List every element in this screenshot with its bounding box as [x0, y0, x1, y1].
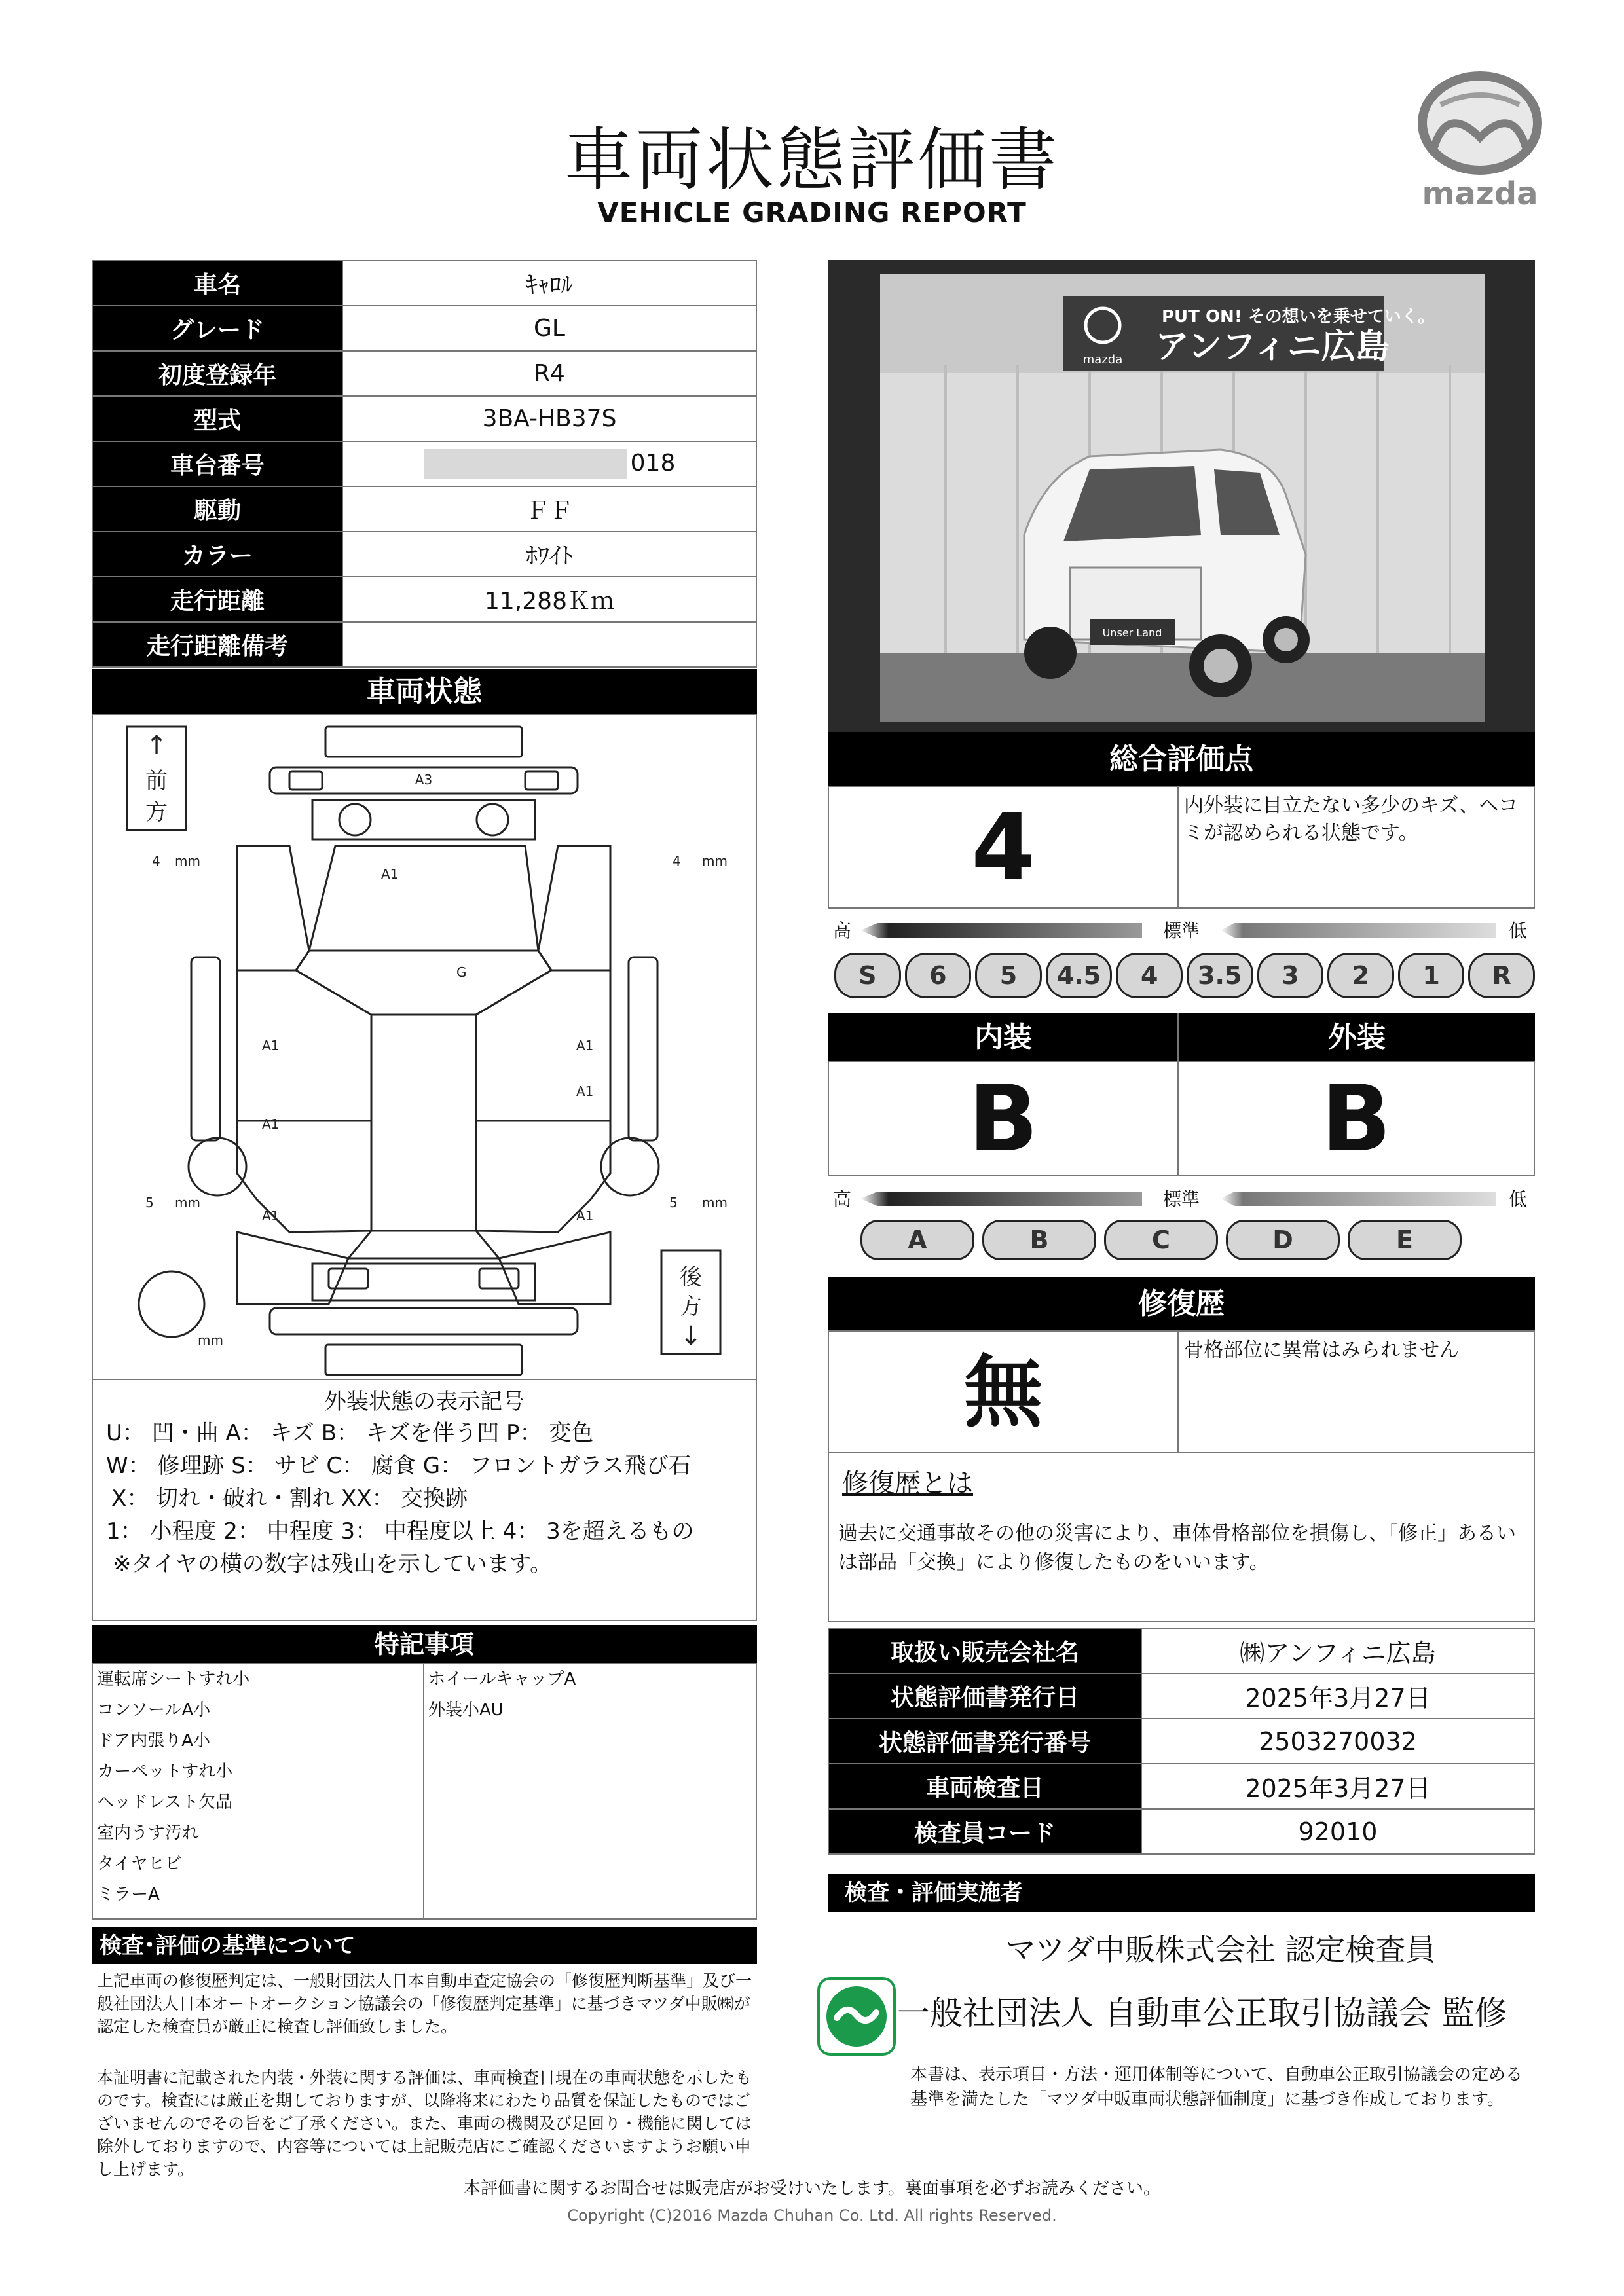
scale-standard-label: 標準	[1163, 920, 1200, 941]
spec-value: 11,288Ｋｍ	[342, 577, 756, 622]
spare-tire	[139, 1271, 204, 1337]
rear-bumper	[270, 1308, 578, 1334]
note-item: 室内うす汚れ	[97, 1823, 200, 1843]
criteria-paragraph-1: 上記車両の修復歴判定は、一般財団法人日本自動車査定協会の「修復歴判断基準」及び一般社団法人日本オートオークション協議会の「修復歴判定基準」に基づきマツダ中販㈱が認定した検査員が厳正に検査し評価致しました。	[97, 1971, 752, 2036]
inspector-company: マツダ中販株式会社 認定検査員	[1005, 1932, 1436, 1967]
tire-fl-depth: 4	[152, 853, 160, 869]
roof	[371, 1015, 476, 1231]
note-item: ドア内張りA小	[97, 1731, 211, 1751]
note-item: タイヤヒビ	[97, 1854, 182, 1874]
front-lamp-left	[339, 804, 371, 835]
scale-gradient-right	[1221, 923, 1496, 938]
mark-windshield: G	[456, 964, 467, 980]
condition-header: 車両状態	[92, 669, 757, 715]
page-title: 車両状態評価書	[564, 120, 1060, 200]
spec-value: 3BA-HB37S	[342, 396, 756, 441]
redaction-block	[424, 449, 627, 479]
spec-table	[92, 260, 757, 668]
photo-frame	[828, 260, 1535, 733]
rear-arrow: ↓	[680, 1321, 702, 1351]
sign-dealer: アンフィニ広島	[1155, 327, 1390, 367]
left-front-door	[237, 970, 371, 1121]
spec-label: カラー	[92, 532, 342, 577]
left-front-fender	[237, 846, 309, 970]
rear-light-left	[329, 1269, 368, 1288]
chassis-suffix: 018	[630, 449, 676, 477]
spare-tire-unit: mm	[198, 1332, 223, 1348]
hood-top	[296, 951, 551, 1015]
spec-label: 走行距離	[92, 577, 342, 622]
spec-value: ＦＦ	[342, 486, 756, 532]
spec-label: 車名	[92, 261, 342, 306]
tire-rr-depth: 5	[669, 1195, 678, 1211]
spec-row-drive	[92, 486, 756, 532]
notes-left-col	[92, 1663, 424, 1920]
rear-window	[348, 1231, 499, 1258]
condition-diagram-box	[92, 714, 757, 1380]
tire-rr-unit: mm	[702, 1195, 728, 1211]
spec-label: 走行距離備考	[92, 622, 342, 667]
info-row	[828, 1628, 1534, 1673]
mark-front-bumper: A3	[415, 772, 433, 788]
rear-label-1: 後	[680, 1264, 702, 1290]
notes-right-col	[423, 1663, 757, 1920]
mark-right-front: A1	[576, 1038, 594, 1053]
fair-trade-seal	[817, 1977, 896, 2056]
criteria-paragraph-2: 本証明書に記載された内装・外装に関する評価は、車両検査日現在の車両状態を示したものです。検査には厳正を期しておりますが、以降将来にわたり品質を保証したものではございませんのでその旨をご了承ください。また、車両の機関及び足回り・機能に関しては除外しておりますので、内容等については上記販売店にご確認くださいますようお願い申し上げます。	[97, 2068, 752, 2179]
spec-row-first-registration	[92, 351, 756, 396]
spec-row-mileage-note	[92, 622, 756, 667]
repair-about-text: 過去に交通事故その他の災害により、車体骨格部位を損傷し、「修正」あるいは部品「交換」により修復したものをいいます。	[838, 1522, 1516, 1574]
front-bumper-top	[325, 727, 522, 757]
note-item: ヘッドレスト欠品	[97, 1793, 233, 1812]
grade-pill: C	[1104, 1220, 1218, 1260]
note-item: ホイールキャップA	[428, 1669, 576, 1689]
info-row	[828, 1719, 1534, 1764]
sign-brand: mazda	[1082, 353, 1123, 367]
footer-copyright: Copyright (C)2016 Mazda Chuhan Co. Ltd. All rights Reserved.	[567, 2206, 1057, 2225]
overall-score: 4	[828, 786, 1179, 909]
legend-line-4: 1： 小程度 2： 中程度 3： 中程度以上 4： 3を超えるもの	[106, 1518, 694, 1544]
front-label-1: 前	[145, 768, 168, 794]
mazda-wordmark: mazda	[1422, 175, 1538, 212]
page-subtitle: VEHICLE GRADING REPORT	[597, 196, 1027, 228]
right-rocker	[629, 957, 657, 1140]
scale-pill: 5	[975, 953, 1042, 998]
scale-high-label: 高	[833, 920, 852, 941]
spec-value	[342, 622, 756, 667]
spec-value: GL	[342, 306, 756, 351]
info-value: 92010	[1141, 1809, 1534, 1854]
grade-gradient-left	[860, 1192, 1142, 1206]
scale-pill: 2	[1327, 953, 1394, 998]
grade-scale-high: 高	[833, 1188, 852, 1210]
front-light-left	[289, 771, 322, 790]
footer-notice: 本評価書に関するお問合せは販売店がお受けいたします。裏面事項を必ずお読みください。	[464, 2179, 1160, 2198]
overall-description: 内外装に目立たない多少のキズ、ヘコミが認められる状態です。	[1177, 786, 1535, 909]
overall-scale	[828, 917, 1535, 1008]
inspector-note: 本書は、表示項目・方法・運用体制等について、自動車公正取引協議会の定める基準を満たした「マツダ中販車両状態評価制度」に基づき作成しております。	[910, 2065, 1522, 2109]
spec-label: グレード	[92, 306, 342, 351]
tire-fl-unit: mm	[175, 853, 200, 869]
scale-low-label: 低	[1509, 920, 1528, 941]
spec-label: 駆動	[92, 486, 342, 532]
info-label: 車両検査日	[828, 1764, 1141, 1809]
interior-header: 内装	[828, 1013, 1179, 1062]
note-item: 外装小AU	[428, 1700, 504, 1720]
criteria-header: 検査･評価の基準について	[92, 1927, 757, 1964]
info-value: ㈱アンフィニ広島	[1141, 1628, 1534, 1673]
front-label-2: 方	[145, 799, 168, 826]
spec-value: ｷｬﾛﾙ	[342, 261, 756, 306]
legend-title: 外装状態の表示記号	[324, 1389, 525, 1415]
grade-gradient-right	[1221, 1192, 1496, 1206]
note-item: 運転席シートすれ小	[97, 1669, 250, 1689]
grade-pill: D	[1226, 1220, 1340, 1260]
note-item: コンソールA小	[97, 1700, 211, 1720]
left-rocker	[191, 957, 220, 1140]
spec-row-model	[92, 396, 756, 441]
spec-row-grade	[92, 306, 756, 351]
note-item: カーペットすれ小	[97, 1762, 233, 1781]
exterior-grade: B	[1177, 1061, 1535, 1176]
license-plate-text: Unser Land	[1102, 627, 1162, 639]
tire-rl-unit: mm	[175, 1195, 200, 1211]
info-row	[828, 1673, 1534, 1719]
mark-left-middle: A1	[262, 1116, 280, 1132]
car-diagram	[93, 715, 756, 1379]
grade-pills	[860, 1219, 1515, 1261]
info-row	[828, 1809, 1534, 1854]
left-rear-door	[237, 1121, 371, 1232]
front-arrow: ↑	[145, 731, 168, 761]
mark-left-front: A1	[262, 1038, 280, 1053]
spec-row-color	[92, 532, 756, 577]
info-row	[828, 1764, 1534, 1809]
info-label: 取扱い販売会社名	[828, 1628, 1141, 1673]
repair-about-title: 修復歴とは	[842, 1468, 973, 1499]
mark-right-front-2: A1	[576, 1084, 594, 1099]
mazda-logo	[1382, 65, 1578, 216]
spec-label: 初度登録年	[92, 351, 342, 396]
scale-pill: 3	[1257, 953, 1324, 998]
sign-tagline: PUT ON! その想いを乗せていく。	[1162, 307, 1435, 327]
legend-line-2: W： 修理跡 S： サビ C： 腐食 G： フロントガラス飛び石	[106, 1453, 691, 1479]
scale-pill: S	[834, 953, 901, 998]
grade-pill: A	[860, 1220, 974, 1260]
repair-about-box	[828, 1452, 1535, 1622]
legend-line-1: U： 凹・曲 A： キズ B： キズを伴う凹 P： 変色	[106, 1420, 594, 1446]
grade-scale	[828, 1185, 1535, 1264]
info-label: 状態評価書発行番号	[828, 1719, 1141, 1764]
interior-grade: B	[828, 1061, 1179, 1176]
repair-value: 無	[828, 1330, 1179, 1453]
spec-label: 型式	[92, 396, 342, 441]
legend-box	[92, 1379, 757, 1621]
scale-pill: 3.5	[1187, 953, 1253, 998]
vehicle-photo	[828, 260, 1535, 733]
spec-label: 車台番号	[92, 441, 342, 486]
rear-label-2: 方	[680, 1294, 702, 1320]
scale-pill: 4	[1116, 953, 1183, 998]
repair-header: 修復歴	[828, 1277, 1535, 1332]
rear-bumper-bottom	[325, 1345, 522, 1375]
mark-left-rear: A1	[262, 1208, 280, 1224]
scale-pill: 4.5	[1046, 953, 1113, 998]
dealer-info-table	[828, 1628, 1535, 1855]
spec-value: ﾎﾜｲﾄ	[342, 532, 756, 577]
mark-right-rear: A1	[576, 1208, 594, 1224]
scale-gradient-left	[860, 923, 1142, 938]
scale-pill: 6	[905, 953, 972, 998]
grade-scale-standard: 標準	[1163, 1188, 1200, 1210]
front-lamp-right	[477, 804, 508, 835]
exterior-header: 外装	[1177, 1013, 1535, 1062]
windshield	[309, 846, 538, 951]
inspector-supervisor: 一般社団法人 自動車公正取引協議会 監修	[897, 1994, 1507, 2032]
overall-header: 総合評価点	[828, 732, 1535, 787]
spec-row-mileage	[92, 577, 756, 622]
rear-light-right	[479, 1269, 519, 1288]
legend-line-3: X： 切れ・破れ・割れ XX： 交換跡	[111, 1485, 468, 1512]
tire-fr-unit: mm	[702, 853, 728, 869]
scale-pill: R	[1468, 953, 1535, 998]
repair-description: 骨格部位に異常はみられません	[1177, 1330, 1535, 1453]
spec-row-chassis	[92, 441, 756, 486]
info-value: 2025年3月27日	[1141, 1764, 1534, 1809]
legend-line-5: ※タイヤの横の数字は残山を示しています。	[113, 1551, 553, 1577]
note-item: ミラーA	[97, 1885, 160, 1904]
tire-fr-depth: 4	[673, 853, 681, 869]
info-value: 2503270032	[1141, 1719, 1534, 1764]
notes-header: 特記事項	[92, 1625, 757, 1664]
inspector-header: 検査・評価実施者	[828, 1874, 1535, 1912]
mark-hood: A1	[381, 866, 399, 882]
right-front-fender	[538, 846, 610, 970]
grade-scale-low: 低	[1509, 1188, 1528, 1210]
tire-rl-depth: 5	[145, 1195, 154, 1211]
grade-pill: B	[982, 1220, 1096, 1260]
info-value: 2025年3月27日	[1141, 1673, 1534, 1719]
front-light-right	[525, 771, 558, 790]
spec-row-name	[92, 261, 756, 306]
scale-pill: 1	[1398, 953, 1465, 998]
info-label: 状態評価書発行日	[828, 1673, 1141, 1719]
scale-pills	[828, 949, 1535, 1002]
spec-value: R4	[342, 351, 756, 396]
info-label: 検査員コード	[828, 1809, 1141, 1854]
spec-value-chassis	[342, 441, 756, 486]
grade-pill: E	[1348, 1220, 1462, 1260]
